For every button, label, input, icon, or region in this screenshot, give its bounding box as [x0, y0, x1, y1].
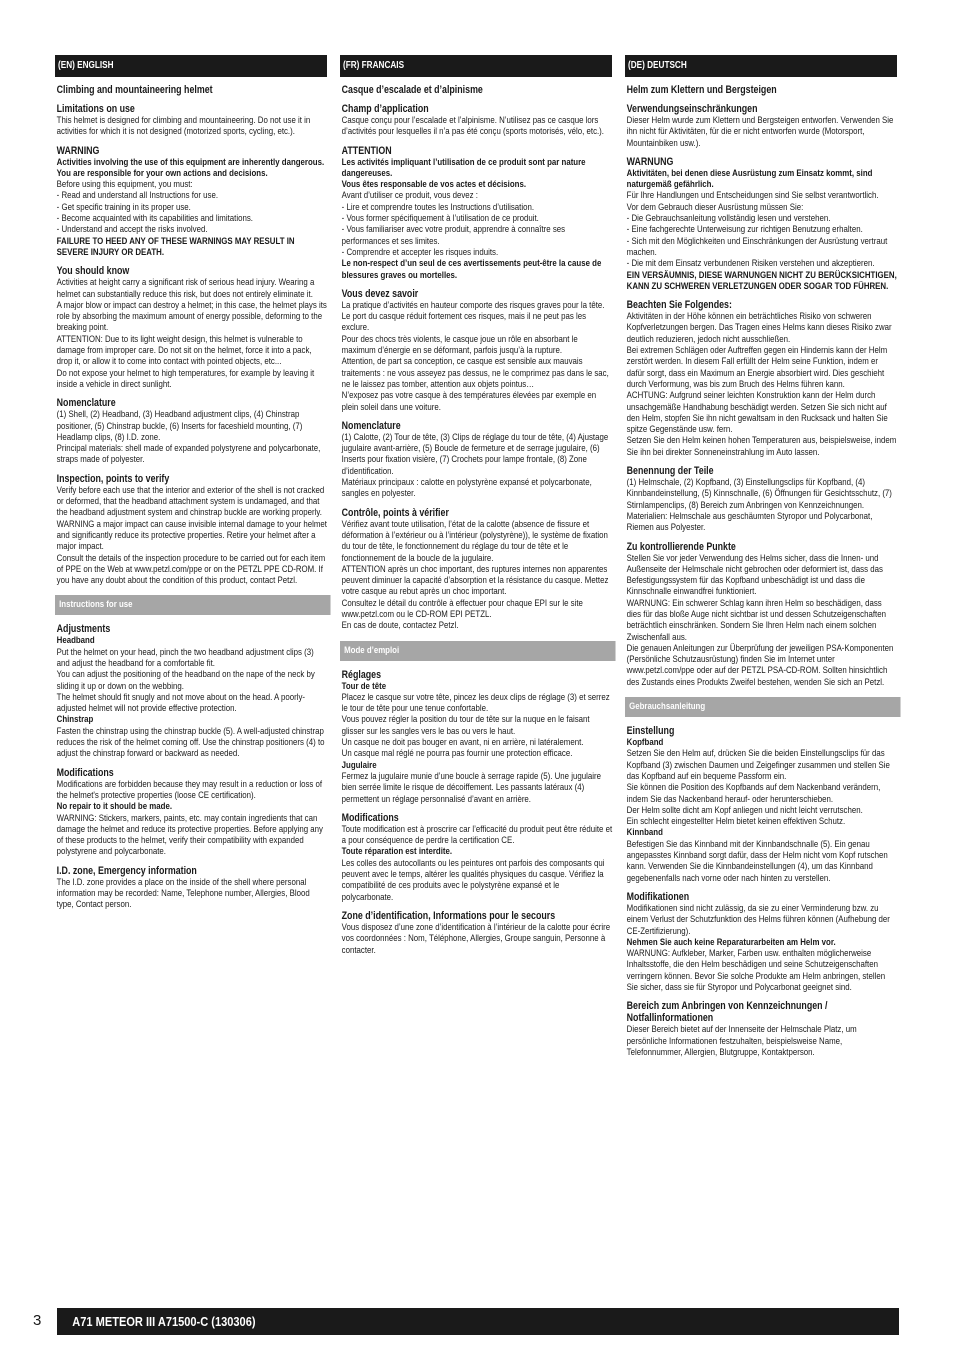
section-heading: Nomenclature: [341, 419, 401, 432]
spacer: [625, 688, 897, 697]
section-heading: ATTENTION: [341, 144, 392, 157]
paragraph: Setzen Sie den Helm auf, drücken Sie die beiden Einstellungsclips für das Kopfband (3) zwischen Daumen und Zeigefinger zusammen und stellen Sie das Kopfband auf ein bequeme Passform ein.: [626, 748, 890, 782]
column-en: [55, 55, 327, 911]
bold-paragraph: Nehmen Sie auch keine Reparaturarbeiten am Helm vor.: [626, 936, 836, 948]
section-heading: WARNUNG: [626, 155, 674, 168]
bold-paragraph: No repair to it should be made.: [56, 801, 173, 813]
paragraph: - Read and understand all Instructions for use.: [56, 190, 219, 202]
paragraph: Fermez la jugulaire munie d’une boucle à serrage rapide (5). Une jugulaire bien serrée limite le risque de décoiffement. Les passants latéraux (4) permettent un réglage personnalisé d’avant en arrière.: [341, 770, 601, 805]
bold-paragraph: Le non-respect d’un seul de ces avertissements peut-être la cause de blessures graves ou mortelles.: [341, 258, 602, 281]
column-content: [340, 84, 612, 956]
paragraph: - Lire et comprendre toutes les Instructions d’utilisation.: [341, 201, 535, 213]
paragraph: Do not expose your helmet to high temperatures, for example by leaving it inside a vehicle in direct sunlight.: [56, 367, 315, 390]
paragraph: This helmet is designed for climbing and mountaineering. Do not use it in activities for which it is not designed (motorized sports, cycling, etc.).: [56, 115, 311, 138]
paragraph: (1) Helmschale, (2) Kopfband, (3) Einstellungsclips für Kopfband, (4) Kinnbandeinstellung, (5) Kinnschnalle, (6) Öffnungen für Gesichtsschutz, (7) Stirnlampenclips, (8) Bereich zum Anbringen von Kennzeichnungen.: [626, 477, 892, 511]
section-heading: Limitations on use: [56, 103, 135, 115]
section-bar: Gebrauchsanleitung: [625, 697, 901, 717]
section-heading: Bereich zum Anbringen von Kennzeichnungen / Notfallinformationen: [626, 1000, 828, 1025]
section-heading: Zu kontrollierende Punkte: [626, 540, 736, 553]
footer-bar: [57, 1308, 899, 1335]
paragraph: Modifications are forbidden because they may result in a reduction or loss of the helmet's protective properties (loose CE certification).: [56, 778, 323, 801]
paragraph: Aktivitäten in der Höhe können ein beträchtliches Risiko von schweren Kopfverletzungen bergen. Das Tragen eines Helms kann dieses Risiko zwar deutlich reduzieren, jedoch nicht ausschließen.: [626, 311, 892, 345]
column-fr: [340, 55, 612, 956]
paragraph: WARNING: Stickers, markers, paints, etc. may contain ingredients that can damage the helmet and reduce its protective properties. Before applying any of these products to the helmet, verify their compatibility with expanded polystyrene and polycarbonate.: [56, 812, 323, 858]
paragraph: (1) Shell, (2) Headband, (3) Headband adjustment clips, (4) Chinstrap positioner, (5) Chinstrap buckle, (6) Inserts for faceshield mounting, (7) Headlamp clips, (8) I.D. zone.: [56, 409, 303, 443]
paragraph: - Comprendre et accepter les risques induits.: [341, 246, 499, 258]
paragraph: Setzen Sie den Helm keinen hohen Temperaturen aus, beispielsweise, indem Sie ihn bei direkter Sonneneinstrahlung im Auto lassen.: [626, 435, 897, 458]
section-heading: You should know: [56, 265, 130, 278]
paragraph: Dieser Helm wurde zum Klettern und Bergsteigen entworfen. Verwenden Sie ihn nicht für Aktivitäten, für die er nicht entworfen wurde (Motorsport, Mountainbiken usw.).: [626, 115, 894, 149]
language-label: (EN) ENGLISH: [58, 60, 114, 71]
section-heading: Einstellung: [626, 725, 675, 738]
bold-paragraph: Vous êtes responsable de vos actes et décisions.: [341, 179, 527, 191]
column-de: [625, 55, 897, 1058]
paragraph: Activities at height carry a significant risk of serious head injury. Wearing a helmet can substantially reduce this risk, but does not entirely eliminate it.: [56, 277, 315, 300]
paragraph: La pratique d’activités en hauteur comporte des risques graves pour la tête. Le port du casque réduit fortement ces risques, mais il ne peut pas les exclure.: [341, 299, 605, 334]
paragraph: - Vous familiariser avec votre produit, apprendre à connaître ses performances et ses limites.: [341, 224, 566, 247]
bold-paragraph: EIN VERSÄUMNIS, DIESE WARNUNGEN NICHT ZU BERÜCKSICHTIGEN, KANN ZU SCHWEREN VERLETZUNGEN ODER SOGAR TOD FÜHREN.: [626, 269, 897, 292]
paragraph: Un casque mal réglé ne pourra pas fournir une protection efficace.: [341, 748, 573, 760]
bold-paragraph: Aktivitäten, bei denen diese Ausrüstung zum Einsatz kommt, sind naturgemäß gefährlich.: [626, 167, 873, 191]
paragraph: Placez le casque sur votre tête, pincez les deux clips de réglage (3) et serrez le tour de tête pour une tenue confortable.: [341, 691, 610, 715]
paragraph: Consultez le détail du contrôle à effectuer pour chaque EPI sur le site www.petzl.com ou le CD-ROM EPI PETZL.: [341, 597, 583, 620]
language-label: (FR) FRANCAIS: [343, 60, 405, 71]
paragraph: ATTENTION: Due to its light weight design, this helmet is vulnerable to damage from improper care. Do not sit on the helmet, force it into a pack, drop it, or allow it to come into contact with pointed objects, etc...: [56, 333, 312, 368]
document-title: Helm zum Klettern und Bergsteigen: [626, 84, 777, 96]
subsection-heading: Chinstrap: [56, 714, 94, 726]
section-bar: Mode d’emploi: [340, 641, 616, 661]
bold-paragraph: FAILURE TO HEED ANY OF THESE WARNINGS MAY RESULT IN SEVERE INJURY OR DEATH.: [56, 235, 295, 258]
paragraph: Für Ihre Handlungen und Entscheidungen sind Sie selbst verantwortlich.: [626, 190, 879, 202]
section-heading: Contrôle, points à vérifier: [341, 506, 449, 519]
section-heading: Champ d’application: [341, 103, 429, 115]
section-heading: Réglages: [341, 668, 382, 681]
section-heading: WARNING: [56, 144, 100, 157]
paragraph: Verify before each use that the interior and exterior of the shell is not cracked or deformed, that the headband attachment system is undamaged, and that the headband adjustment system and chinstrap buckle are working properly.: [56, 484, 325, 519]
subsection-heading: Headband: [56, 635, 95, 647]
bold-paragraph: Activities involving the use of this equipment are inherently dangerous.: [56, 156, 325, 168]
paragraph: Bei extremen Schlägen oder Auftreffen gegen ein Hindernis kann der Helm zerstört werden. In diesem Fall erfüllt der Helm seine Funktion, indem er dafür sorgt, dass ein Maximum an Energie absorbiert wird. Dies geschieht durch Verformung, was bis zum Bruch des Helms führen kann.: [626, 345, 888, 390]
paragraph: Principal materials: shell made of expanded polystyrene and polycarbonate, straps made of polyester.: [56, 443, 321, 466]
paragraph: Vous disposez d’une zone d’identification à l’intérieur de la calotte pour écrire vos coordonnées : Nom, Téléphone, Allergies, Groupe sanguin, Personne à contacter.: [341, 921, 611, 956]
bold-paragraph: Les activités impliquant l’utilisation de ce produit sont par nature dangereuses.: [341, 156, 586, 179]
section-bar: Instructions for use: [55, 595, 331, 615]
section-heading: Inspection, points to verify: [56, 472, 170, 485]
paragraph: Un casque ne doit pas bouger en avant, ni en arrière, ni latéralement.: [341, 737, 584, 749]
paragraph: Before using this equipment, you must:: [56, 179, 193, 191]
paragraph: - Eine fachgerechte Unterweisung zur richtigen Benutzung erhalten.: [626, 224, 863, 236]
paragraph: - Get specific training in its proper use.: [56, 201, 191, 213]
paragraph: Fasten the chinstrap using the chinstrap buckle (5). A well-adjusted chinstrap reduces the risk of the helmet coming off. Use the chinstrap positioners (4) to adjust the chinstrap forward or backward as needed.: [56, 725, 325, 760]
section-heading: Modifications: [56, 766, 114, 779]
column-content: [625, 84, 897, 1058]
paragraph: You can adjust the positioning of the headband on the nape of the neck by sliding it up or down on the webbing.: [56, 669, 315, 692]
paragraph: WARNING a major impact can cause invisible internal damage to your helmet and significantly reduce its protective properties. Retire your helmet after a major impact.: [56, 518, 327, 553]
paragraph: - Die Gebrauchsanleitung vollständig lesen und verstehen.: [626, 213, 831, 225]
subsection-heading: Jugulaire: [341, 759, 377, 771]
paragraph: The helmet should fit snugly and not move about on the head. A poorly-adjusted helmet will not provide effective protection.: [56, 691, 306, 715]
paragraph: Consult the details of the inspection procedure to be carried out for each item of PPE on the Web at www.petzl.com/ppe or on the PETZL PPE CD-ROM. If you have any doubt about the condition of this product, contact Petzl.: [56, 552, 326, 587]
paragraph: Vérifiez avant toute utilisation, l’état de la calotte (absence de fissure et déformation à l’extérieur ou à l’intérieur (polystyrène)), le système de fixation du tour de tête, le fonctionnement du réglage du tour de tête et le fonctionnement de la boucle de la jugulaire.: [341, 518, 608, 564]
section-heading: Benennung der Teile: [626, 465, 714, 478]
paragraph: a pour conséquence de perdre la certification CE.: [341, 835, 515, 847]
paragraph: Vous pouvez régler la position du tour de tête sur la nuque en le faisant glisser sur les sangles vers le bas ou vers le haut.: [341, 714, 590, 737]
paragraph: Vor dem Gebrauch dieser Ausrüstung müssen Sie:: [626, 201, 804, 213]
paragraph: Die genauen Anleitungen zur Überprüfung der jeweiligen PSA-Komponenten (Persönliche Schutzausrüstung) finden Sie im Internet unter www.petzl.com/ppe oder auf der PETZL PSA-CD-ROM. Sollten hinsichtlich des Zustands eines Produkts Zweifel bestehen, wenden Sie sich an Petzl.: [626, 642, 894, 688]
paragraph: Les colles des autocollants ou les peintures ont parfois des composants qui peuvent avec le temps, altérer les qualités physiques du casque. Vérifiez la compatibilité de ces produits avec le polystyrène expansé et le polycarbonate.: [341, 857, 605, 903]
paragraph: - Become acquainted with its capabilities and limitations.: [56, 213, 253, 225]
subsection-heading: Kinnband: [626, 827, 663, 839]
page-number: 3: [33, 1312, 42, 1329]
paragraph: Ein schlecht eingestellter Helm bietet keinen effektiven Schutz.: [626, 816, 846, 828]
section-heading: Modifikationen: [626, 890, 690, 903]
paragraph: - Die mit dem Einsatz verbundenen Risiken verstehen und akzeptieren.: [626, 258, 875, 270]
subsection-heading: Tour de tête: [341, 680, 387, 692]
paragraph: En cas de doute, contactez Petzl.: [341, 620, 459, 632]
subsection-heading: Kopfband: [626, 737, 664, 749]
paragraph: Matériaux principaux : calotte en polystyrène expansé et polycarbonate, sangles en polyester.: [341, 477, 592, 500]
paragraph: Put the helmet on your head, pinch the two headband adjustment clips (3) and adjust the headband for a comfortable fit.: [56, 646, 314, 669]
language-header: [625, 55, 897, 77]
section-heading: Modifications: [341, 811, 399, 824]
paragraph: N’exposez pas votre casque à des températures élevées par exemple en plein soleil dans une voiture.: [341, 390, 597, 413]
paragraph: ACHTUNG: Aufgrund seiner leichten Konstruktion kann der Helm durch unsachgemäße Handhabung beschädigt werden. Setzen Sie sich nicht auf den Helm, stopfen Sie ihn nicht gewaltsam in den Rucksack und halten Sie spitze Gegenstände usw. fern.: [626, 390, 888, 436]
language-header: [55, 55, 327, 77]
paragraph: WARNUNG: Ein schwerer Schlag kann ihren Helm so beschädigen, dass dies für das bloße Auge nicht sichtbar ist und dessen Schutzeigenschaften beträchtlich einschränken. Sondern Sie Ihren Helm nach einem solchen Zwischenfall aus.: [626, 597, 886, 643]
paragraph: Befestigen Sie das Kinnband mit der Kinnbandschnalle (5). Ein genau angepasstes Kinnband sorgt dafür, dass der Helm nicht vom Kopf rutschen kann. Verwenden Sie die Kinnbandeinstellungen (4), um das Kinnband gegebenenfalls nach vorne oder nach hinten zu verstellen.: [626, 838, 888, 884]
paragraph: A major blow or impact can destroy a helmet; in this case, the helmet plays its role by absorbing the maximum amount of energy possible, deforming to the breaking point.: [56, 299, 327, 334]
paragraph: Dieser Bereich bietet auf der Innenseite der Helmschale Platz, um persönliche Informationen festzuhalten, beispielsweise Name, Telefonnummer, Allergien, Blutgruppe, Kontaktperson.: [626, 1024, 857, 1058]
paragraph: - Sich mit den Möglichkeiten und Einschränkungen der Ausrüstung vertraut machen.: [626, 235, 888, 258]
language-header: [340, 55, 612, 77]
product-reference: A71 METEOR III A71500-C (130306): [72, 1314, 256, 1329]
paragraph: The I.D. zone provides a place on the inside of the shell where personal information may be recorded: Name, Telephone number, Allergies, Blood type, Contact person.: [56, 876, 310, 911]
paragraph: (1) Calotte, (2) Tour de tête, (3) Clips de réglage du tour de tête, (4) Ajustage jugulaire avant-arrière, (5) Boucle de fermeture et de serrage jugulaire, (6) Inserts pour fixation visière, (7) Crochets pour lampe frontale, (8) Zone d’identification.: [341, 431, 609, 477]
paragraph: Modifikationen sind nicht zulässig, da sie zu einer Verminderung bzw. zu einem Verlust der Schutzfunktion des Helms führen können (Aufhebung der CE-Zertifizierung).: [626, 902, 890, 937]
language-label: (DE) DEUTSCH: [628, 60, 687, 71]
section-heading: Nomenclature: [56, 397, 116, 410]
paragraph: ATTENTION après un choc important, des ruptures internes non apparentes peuvent diminuer la capacité d’absorption et la résistance du casque. Mettez votre casque au rebut après un choc important.: [341, 563, 609, 598]
paragraph: - Understand and accept the risks involved.: [56, 224, 208, 236]
section-heading: Vous devez savoir: [341, 287, 419, 300]
spacer: [55, 586, 327, 595]
spacer: [340, 632, 612, 641]
paragraph: Casque conçu pour l’escalade et l’alpinisme. N’utilisez pas ce casque lors d’activités pour lesquelles il n’a pas été conçu (sports motorisés, vélo, etc.).: [341, 115, 605, 138]
document-title: Casque d’escalade et d’alpinisme: [341, 84, 483, 96]
paragraph: Der Helm sollte dicht am Kopf anliegen und nicht leicht verrutschen.: [626, 804, 863, 816]
section-heading: Beachten Sie Folgendes:: [626, 299, 732, 312]
paragraph: Sie können die Position des Kopfbands auf dem Nackenband verändern, indem Sie das Nackenband herauf- oder herunterschieben.: [626, 782, 881, 805]
section-heading: I.D. zone, Emergency information: [56, 864, 197, 877]
paragraph: - Vous former spécifiquement à l’utilisation de ce produit.: [341, 213, 539, 225]
paragraph: Materialien: Helmschale aus geschäumten Styropor und Polycarbonat, Riemen aus Polyester.: [626, 510, 873, 534]
paragraph: WARNUNG: Aufkleber, Marker, Farben usw. enthalten möglicherweise Inhaltsstoffe, die den Helm beschädigen und seine Schutzeigenschaften verringern können. Bevor Sie solche Produkte am Helm anbringen, stellen Sie sicher, dass sie für Styropor und Polycarbonat geeignet sind.: [626, 948, 886, 993]
bold-paragraph: You are responsible for your own actions and decisions.: [56, 167, 268, 179]
paragraph: Avant d’utiliser ce produit, vous devez :: [341, 190, 478, 202]
column-content: [55, 84, 327, 911]
section-heading: Verwendungseinschränkungen: [626, 103, 758, 115]
bold-paragraph: Toute réparation est interdite.: [341, 846, 453, 858]
paragraph: Toute modification est à proscrire car l’efficacité du produit peut être réduite et: [341, 823, 613, 835]
paragraph: Pour des chocs très violents, le casque joue un rôle en absorbant le maximum d’énergie en se déformant, parfois jusqu’à la rupture.: [341, 333, 578, 357]
paragraph: Attention, de part sa conception, ce casque est sensible aux mauvais traitements : ne vous asseyez pas dessus, ne le comprimez pas dans le sac, ne le laissez pas tomber, attention aux objets pointus…: [341, 356, 609, 390]
section-heading: Zone d’identification, Informations pour le secours: [341, 909, 556, 922]
paragraph: Stellen Sie vor jeder Verwendung des Helms sicher, dass die Innen- und Außenseite der Helmschale nicht gebrochen oder deformiert ist, dass das Befestigungssystem für das Kopfband unbeschädigt ist und dass die Kinnschnalle einwandfrei funktioniert.: [626, 552, 883, 598]
document-title: Climbing and mountaineering helmet: [56, 84, 213, 96]
section-heading: Adjustments: [56, 623, 111, 636]
